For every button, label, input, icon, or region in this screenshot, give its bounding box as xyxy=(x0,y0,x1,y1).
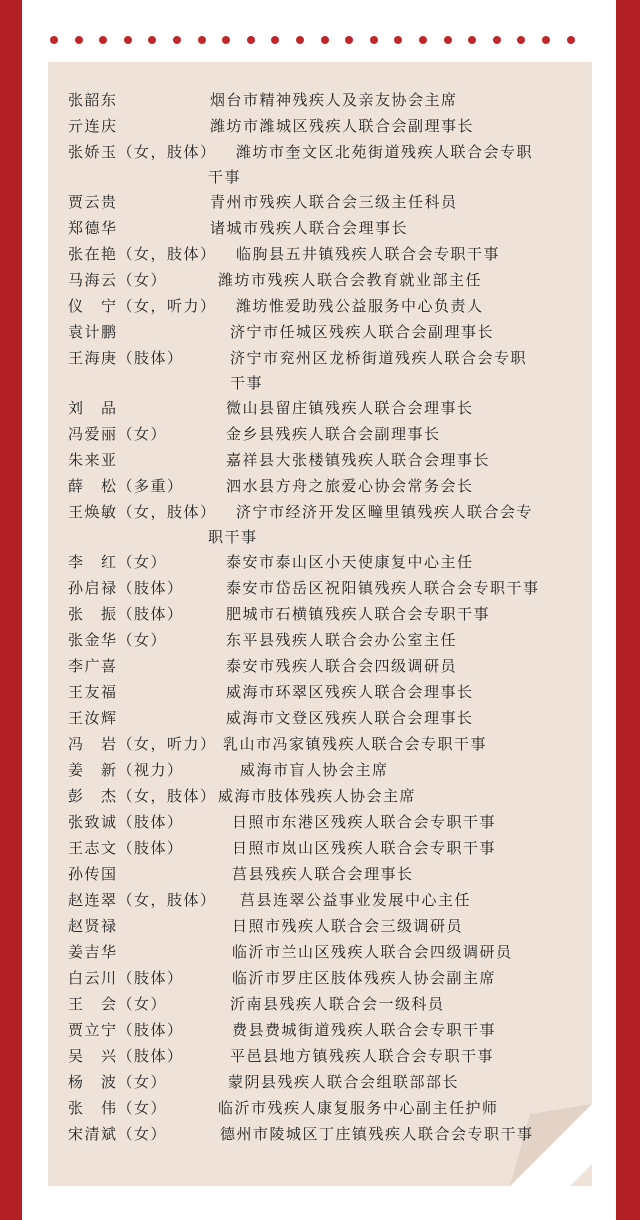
member-name: 宋清斌（女） xyxy=(68,1125,168,1143)
member-position: 临朐县五井镇残疾人联合会专职干事 xyxy=(236,245,501,263)
member-name: 袁计鹏 xyxy=(68,323,118,341)
right-red-border xyxy=(616,0,640,1220)
member-position: 费县费城街道残疾人联合会专职干事 xyxy=(232,1021,497,1039)
member-position: 莒县残疾人联合会理事长 xyxy=(232,865,414,883)
member-name: 姜 新（视力） xyxy=(68,761,184,779)
header-dot xyxy=(296,36,304,44)
member-position: 威海市肢体残疾人协会主席 xyxy=(218,787,417,805)
member-position: 临沂市罗庄区肢体残疾人协会副主席 xyxy=(232,969,497,987)
header-dot xyxy=(542,36,550,44)
member-name: 杨 波（女） xyxy=(68,1073,168,1091)
header-dot xyxy=(99,36,107,44)
member-position: 临沂市兰山区残疾人联合会四级调研员 xyxy=(232,943,513,961)
member-name: 李广喜 xyxy=(68,657,118,675)
member-position: 莒县连翠公益事业发展中心主任 xyxy=(240,891,472,909)
member-name: 赵贤禄 xyxy=(68,917,118,935)
member-position: 泰安市残疾人联合会四级调研员 xyxy=(226,657,458,675)
header-dot xyxy=(444,36,452,44)
member-name: 赵连翠（女，肢体） xyxy=(68,891,217,909)
member-position: 嘉祥县大张楼镇残疾人联合会理事长 xyxy=(226,451,491,469)
member-position: 威海市文登区残疾人联合会理事长 xyxy=(226,709,474,727)
header-dot xyxy=(173,36,181,44)
member-position: 德州市陵城区丁庄镇残疾人联合会专职干事 xyxy=(220,1125,534,1143)
member-name: 王汝辉 xyxy=(68,709,118,727)
member-name: 刘 品 xyxy=(68,399,118,417)
member-name: 孙启禄（肢体） xyxy=(68,579,184,597)
member-name: 吴 兴（肢体） xyxy=(68,1047,184,1065)
member-position: 济宁市任城区残疾人联合会副理事长 xyxy=(230,323,495,341)
member-position: 潍坊市残疾人联合会教育就业部主任 xyxy=(218,271,483,289)
member-name: 彭 杰（女，肢体） xyxy=(68,787,217,805)
member-position: 济宁市经济开发区疃里镇残疾人联合会专 xyxy=(236,503,534,521)
member-position: 烟台市精神残疾人及亲友协会主席 xyxy=(210,91,458,109)
member-position: 青州市残疾人联合会三级主任科员 xyxy=(210,193,458,211)
member-position: 威海市盲人协会主席 xyxy=(240,761,389,779)
header-dot xyxy=(75,36,83,44)
member-position: 威海市环翠区残疾人联合会理事长 xyxy=(226,683,474,701)
member-name: 张娇玉（女，肢体） xyxy=(68,143,217,161)
member-name: 仪 宁（女，听力） xyxy=(68,297,217,315)
header-dot xyxy=(493,36,501,44)
dotted-header xyxy=(50,36,590,46)
member-name: 李 红（女） xyxy=(68,553,168,571)
member-name: 薛 松（多重） xyxy=(68,477,184,495)
member-position: 日照市东港区残疾人联合会专职干事 xyxy=(232,813,497,831)
member-name: 王志文（肢体） xyxy=(68,839,184,857)
header-dot xyxy=(198,36,206,44)
member-position: 泗水县方舟之旅爱心协会常务会长 xyxy=(226,477,474,495)
member-name: 张在艳（女，肢体） xyxy=(68,245,217,263)
member-position-continued: 干事 xyxy=(208,168,242,186)
member-name: 姜吉华 xyxy=(68,943,118,961)
header-dot xyxy=(419,36,427,44)
header-dot xyxy=(345,36,353,44)
member-name: 王海庚（肢体） xyxy=(68,349,184,367)
header-dot xyxy=(124,36,132,44)
member-position: 蒙阴县残疾人联合会组联部部长 xyxy=(228,1073,460,1091)
member-name: 张 振（肢体） xyxy=(68,605,184,623)
member-position: 泰安市岱岳区祝阳镇残疾人联合会专职干事 xyxy=(226,579,540,597)
member-name: 贾云贵 xyxy=(68,193,118,211)
member-position: 日照市残疾人联合会三级调研员 xyxy=(232,917,464,935)
member-name: 郑德华 xyxy=(68,219,118,237)
member-name: 白云川（肢体） xyxy=(68,969,184,987)
header-dot xyxy=(321,36,329,44)
header-dot xyxy=(517,36,525,44)
member-name: 张 伟（女） xyxy=(68,1099,168,1117)
member-position: 泰安市泰山区小天使康复中心主任 xyxy=(226,553,474,571)
member-position: 诸城市残疾人联合会理事长 xyxy=(210,219,409,237)
member-name: 亓连庆 xyxy=(68,117,118,135)
header-dot xyxy=(394,36,402,44)
member-position: 平邑县地方镇残疾人联合会专职干事 xyxy=(230,1047,495,1065)
member-position: 临沂市残疾人康复服务中心副主任护师 xyxy=(218,1099,499,1117)
header-dot xyxy=(222,36,230,44)
member-name: 马海云（女） xyxy=(68,271,168,289)
member-name: 冯爱丽（女） xyxy=(68,425,168,443)
member-position: 潍坊惟爱助残公益服务中心负责人 xyxy=(236,297,484,315)
member-position: 金乡县残疾人联合会副理事长 xyxy=(226,425,441,443)
member-position: 潍坊市奎文区北苑街道残疾人联合会专职 xyxy=(236,143,534,161)
member-position: 潍坊市潍城区残疾人联合会副理事长 xyxy=(210,117,475,135)
member-name: 王 会（女） xyxy=(68,995,168,1013)
header-dot xyxy=(468,36,476,44)
member-position: 沂南县残疾人联合会一级科员 xyxy=(230,995,445,1013)
member-name: 张金华（女） xyxy=(68,631,168,649)
member-position: 乳山市冯家镇残疾人联合会专职干事 xyxy=(223,735,488,753)
member-name: 贾立宁（肢体） xyxy=(68,1021,184,1039)
member-name: 孙传国 xyxy=(68,865,118,883)
member-name: 张韶东 xyxy=(68,91,118,109)
header-dot xyxy=(370,36,378,44)
member-name: 冯 岩（女，听力） xyxy=(68,735,217,753)
member-name: 王友福 xyxy=(68,683,118,701)
member-position: 肥城市石横镇残疾人联合会专职干事 xyxy=(226,605,491,623)
member-name: 王焕敏（女，肢体） xyxy=(68,503,217,521)
member-position: 济宁市兖州区龙桥街道残疾人联合会专职 xyxy=(230,349,528,367)
member-position: 日照市岚山区残疾人联合会专职干事 xyxy=(232,839,497,857)
header-dot xyxy=(50,36,58,44)
member-name: 朱来亚 xyxy=(68,451,118,469)
header-dot xyxy=(247,36,255,44)
member-name: 张致诚（肢体） xyxy=(68,813,184,831)
left-red-border xyxy=(0,0,22,1220)
member-position-continued: 干事 xyxy=(230,374,264,392)
member-position: 东平县残疾人联合会办公室主任 xyxy=(226,631,458,649)
header-dot xyxy=(567,36,575,44)
member-position-continued: 职干事 xyxy=(208,528,258,546)
header-dot xyxy=(148,36,156,44)
member-position: 微山县留庄镇残疾人联合会理事长 xyxy=(226,399,474,417)
header-dot xyxy=(271,36,279,44)
